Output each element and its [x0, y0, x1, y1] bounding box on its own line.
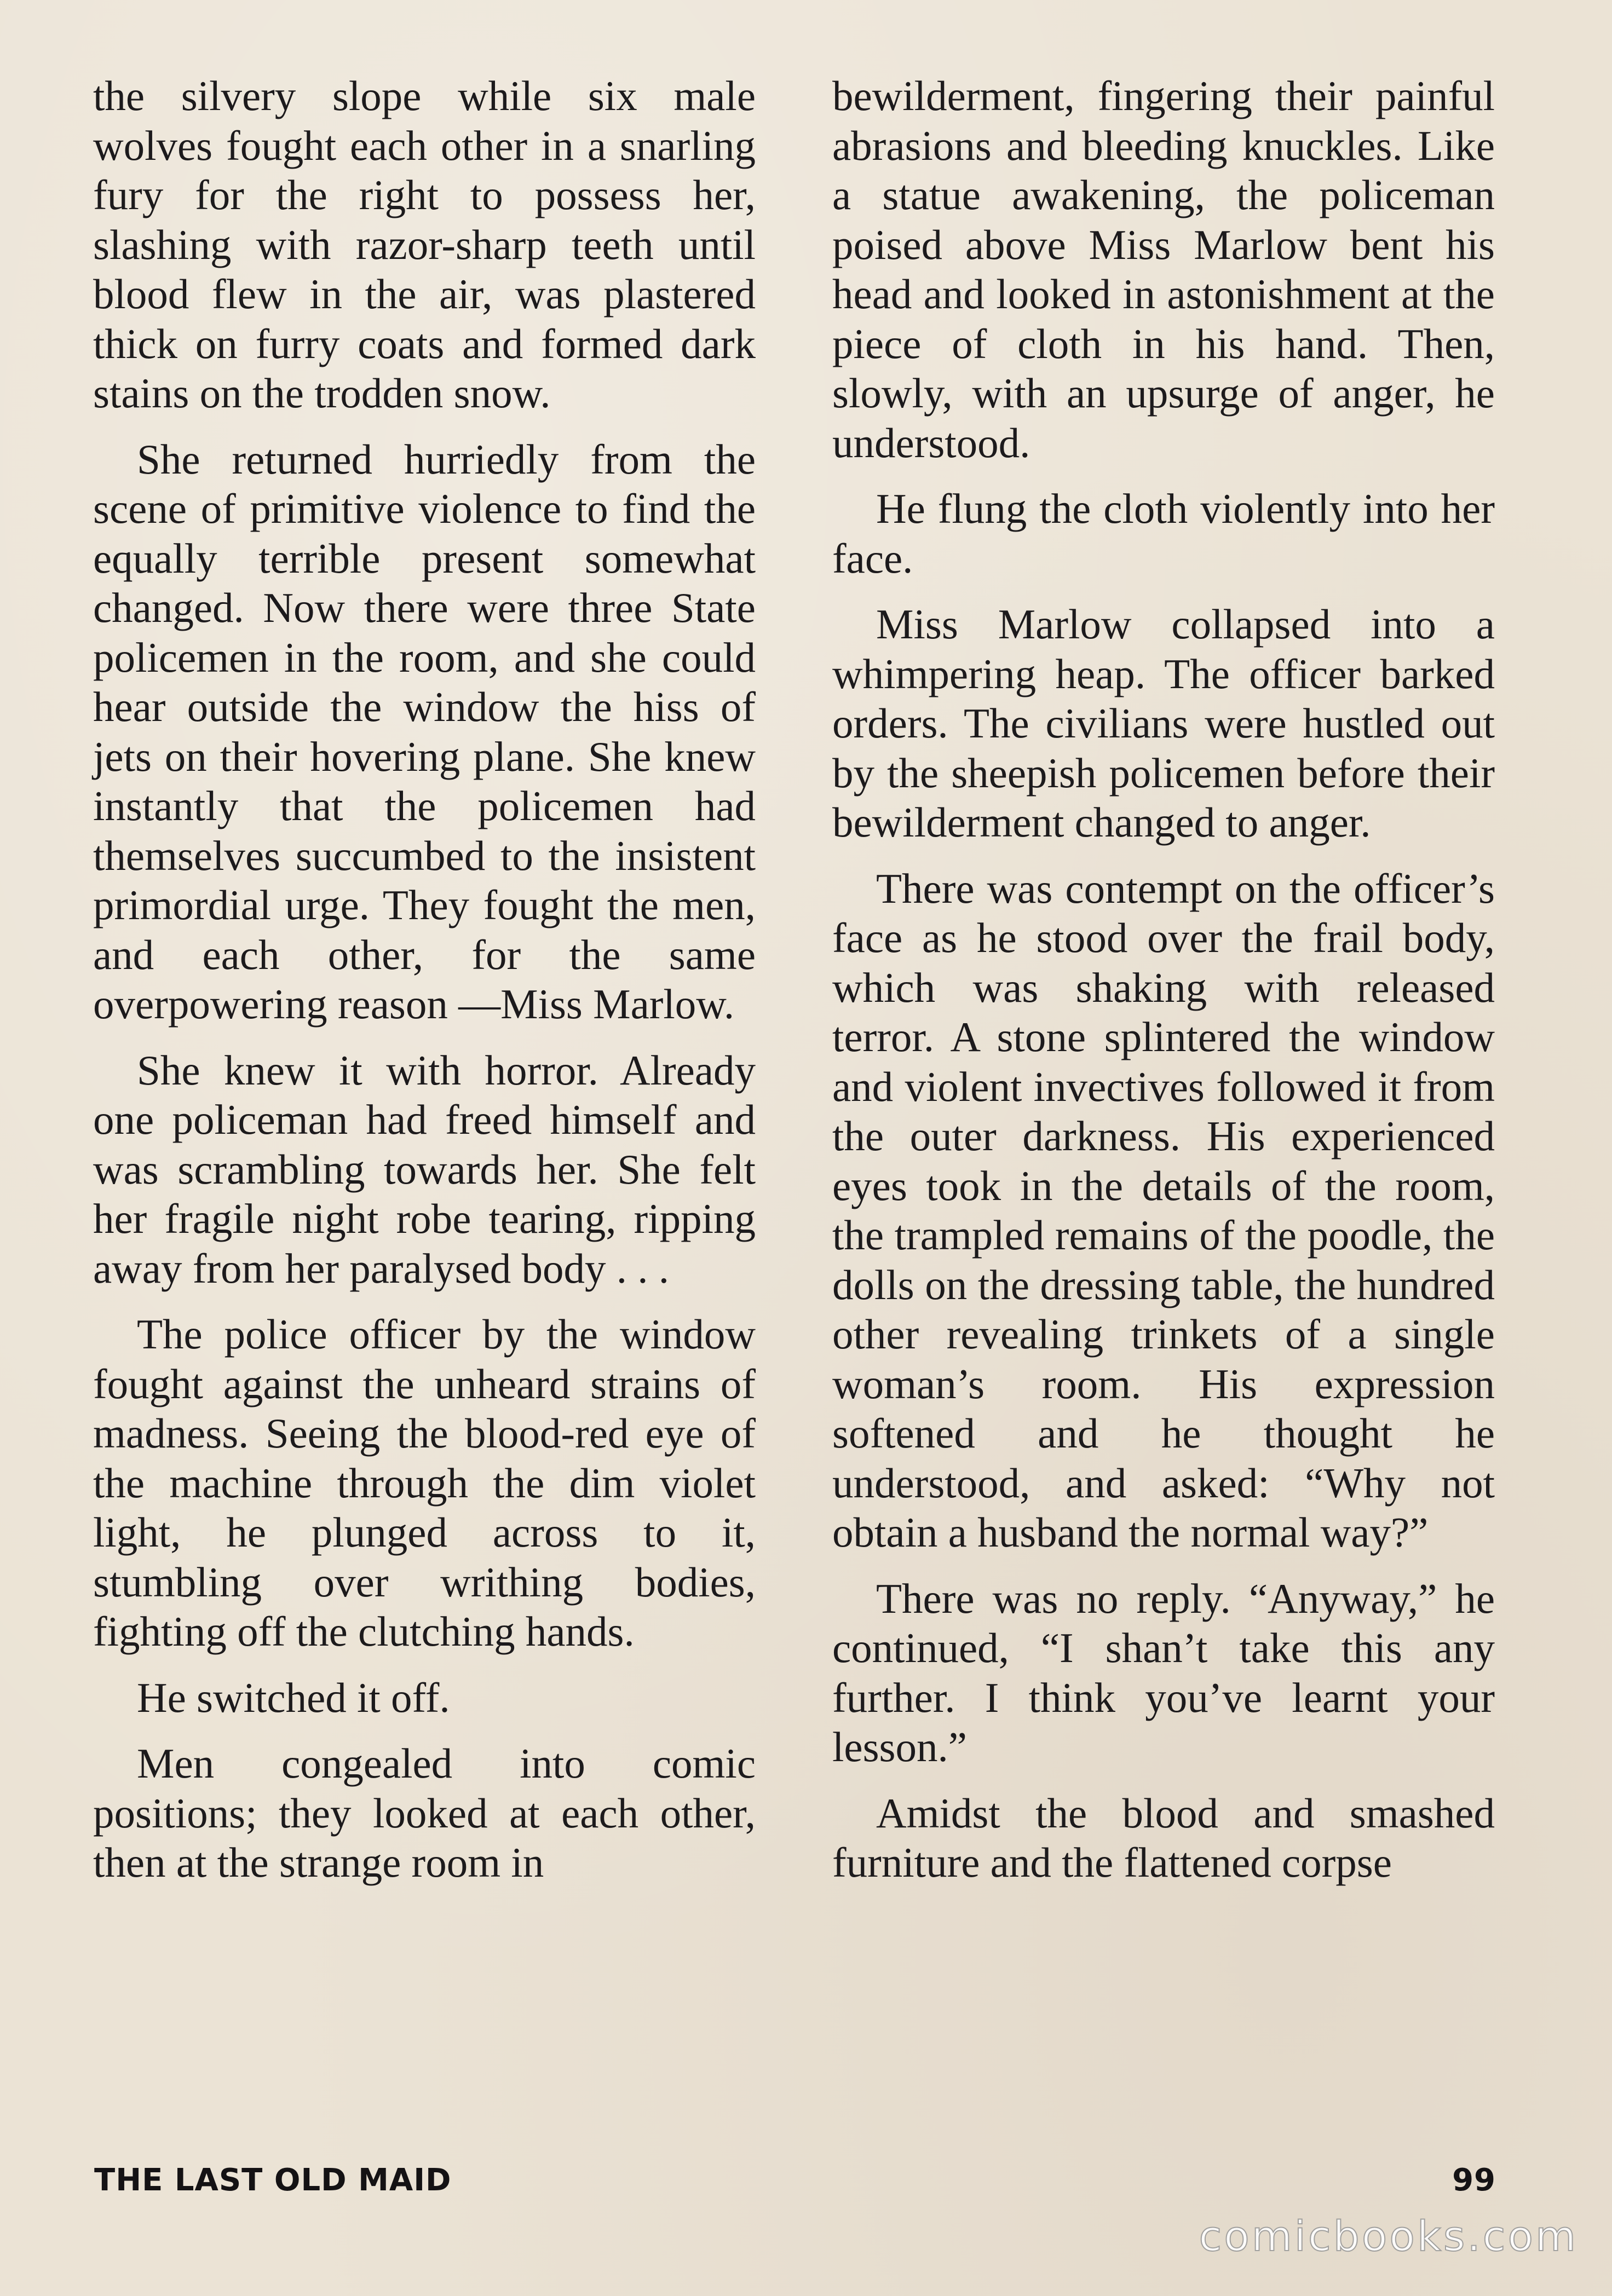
left-text-column	[93, 71, 756, 1904]
paragraph: The police officer by the window fought against the unheard strains of madness. Seeing the blood-red eye of the machine through the dim violet light, he plunged across to it, stumbling over writhing bodies, fighting off the clutching hands.	[93, 1311, 756, 1655]
right-text-column	[832, 71, 1495, 1904]
paragraph: She knew it with horror. Already one policeman had freed himself and was scrambling towards her. She felt her fragile night robe tearing, ripping away from her paralysed body . . .	[93, 1046, 756, 1292]
paragraph: There was contempt on the officer’s face as he stood over the frail body, which was shaking with released terror. A stone splintered the window and violent invectives followed it from the outer darkness. His experienced eyes took in the details of the room, the trampled remains of the poodle, the dolls on the dressing table, the hundred other revealing trinkets of a single woman’s room. His expression softened and he thought he understood, and asked: “Why not obtain a husband the normal way?”	[832, 864, 1495, 1556]
paragraph: Amidst the blood and smashed furniture and the flattened corpse	[832, 1789, 1495, 1886]
paragraph-continued: bewilderment, fingering their painful abrasions and bleeding knuckles. Like a statue awakening, the policeman poised above Miss Marlow bent his head and looked in astonishment at the piece of cloth in his hand. Then, slowly, with an upsurge of anger, he understood.	[832, 72, 1495, 466]
watermark: comicbooks.com	[1199, 2212, 1578, 2260]
paragraph: Men congealed into comic positions; they looked at each other, then at the strange room in	[93, 1740, 756, 1886]
page-footer	[94, 2162, 1496, 2212]
paragraph: He flung the cloth violently into her face.	[832, 485, 1495, 582]
page-number: 99	[1452, 2162, 1496, 2198]
paragraph: He switched it off.	[137, 1674, 450, 1721]
paragraph: She returned hurriedly from the scene of primitive violence to find the equally terrible present somewhat changed. Now there were three State policemen in the room, and she could hear outside the window the hiss of jets on their hovering plane. She knew instantly that the policemen had themselves succumbed to the insistent primordial urge. They fought the men, and each other, for the same overpowering reason —Miss Marlow.	[93, 435, 756, 1028]
paragraph-continued: the silvery slope while six male wolves fought each other in a snarling fury for the right to possess her, slashing with razor-sharp teeth until blood flew in the air, was plastered thick on furry coats and formed dark stains on the trodden snow.	[93, 72, 756, 417]
paragraph: Miss Marlow collapsed into a whimpering heap. The officer barked orders. The civilians were hustled out by the sheepish policemen before their bewilderment changed to anger.	[832, 601, 1495, 846]
running-title: THE LAST OLD MAID	[94, 2162, 452, 2198]
paragraph: There was no reply. “Anyway,” he continued, “I shan’t take this any further. I think you’ve learnt your lesson.”	[832, 1574, 1495, 1770]
